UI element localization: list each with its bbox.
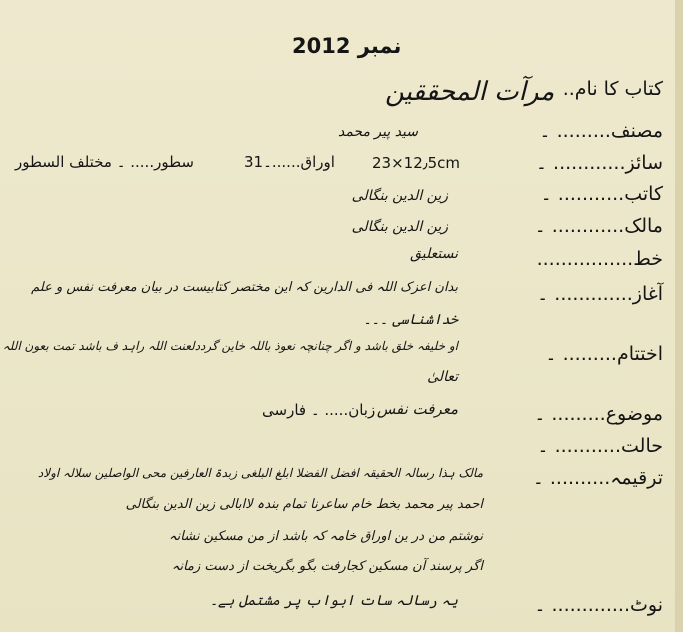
label-book-name: کتاب کا نام.. ۔ xyxy=(545,78,663,100)
note-value: یہ رسالہ سات ابواب پر مشتمل ہے۔ xyxy=(209,593,458,609)
size-folios: اوراق......۔31 xyxy=(244,153,335,171)
label-size: سائز............ ۔ xyxy=(535,152,663,174)
label-scribe: کاتب........... ۔ xyxy=(540,183,663,205)
colophon-line-3: نوشتم من در ین اوراق خامہ کہ باشد از من مسکین نشانہ xyxy=(169,529,483,544)
script-value: نستعلیق xyxy=(410,246,458,262)
colophon-line-2: احمد پیر محمد بخط خام ساعرنا تمام بندہ لاابالی زین الدین بنگالی xyxy=(125,497,483,512)
label-author: مصنف......... ۔ xyxy=(539,120,663,142)
label-beginning: آغاز............. ۔ xyxy=(537,283,663,305)
beginning-line-2: خداشناسی ۔۔۔ xyxy=(363,312,458,328)
scribe-value: زین الدین بنگالی xyxy=(351,188,448,204)
label-ending: اختتام......... ۔ xyxy=(545,343,663,365)
label-condition: حالت........... ۔ xyxy=(537,435,663,457)
catalog-number: نمبر 2012 xyxy=(292,34,402,58)
label-colophon: ترقیمہ.......... ۔ xyxy=(532,467,663,489)
colophon-line-1: مالک ہذا رسالہ الحقیقہ افضل الفضلا ابلغ البلغی زبدۃ العارفین محی الواصلین سلالہ اولاد xyxy=(37,466,483,480)
subject-language: زبان..... ۔ فارسی xyxy=(262,401,376,419)
author-value: سید پیر محمد xyxy=(337,124,418,140)
page-gutter xyxy=(675,0,683,632)
owner-value: زین الدین بنگالی xyxy=(351,219,448,235)
size-dimensions: 23×12٫5cm xyxy=(372,154,461,172)
ending-line-2: تعالیٰ xyxy=(427,369,458,385)
book-title: مرآت المحققین xyxy=(385,77,555,107)
label-script: خط................ xyxy=(536,248,663,270)
label-subject: موضوع......... ۔ xyxy=(534,403,663,425)
colophon-line-4: اگر پرسند آن مسکین کجارفت بگو بگریخت از دست زمانہ xyxy=(171,559,483,574)
label-owner: مالک............ ۔ xyxy=(534,215,663,237)
label-note: نوٹ............. ۔ xyxy=(534,594,663,616)
subject-value: معرفت نفس xyxy=(376,400,458,418)
size-lines: سطور..... ۔ مختلف السطور xyxy=(15,153,194,171)
ending-line-1: او خلیفہ خلق باشد و اگر چنانچہ نعوذ باللہ خاین گرددلعنت اللہ راہد ف باشد تمت بعون اللہ xyxy=(2,339,458,353)
beginning-line-1: بدان اعزک اللہ فی الدارین کہ این مختصر کتابیست در بیان معرفت نفس و علم xyxy=(31,280,458,295)
